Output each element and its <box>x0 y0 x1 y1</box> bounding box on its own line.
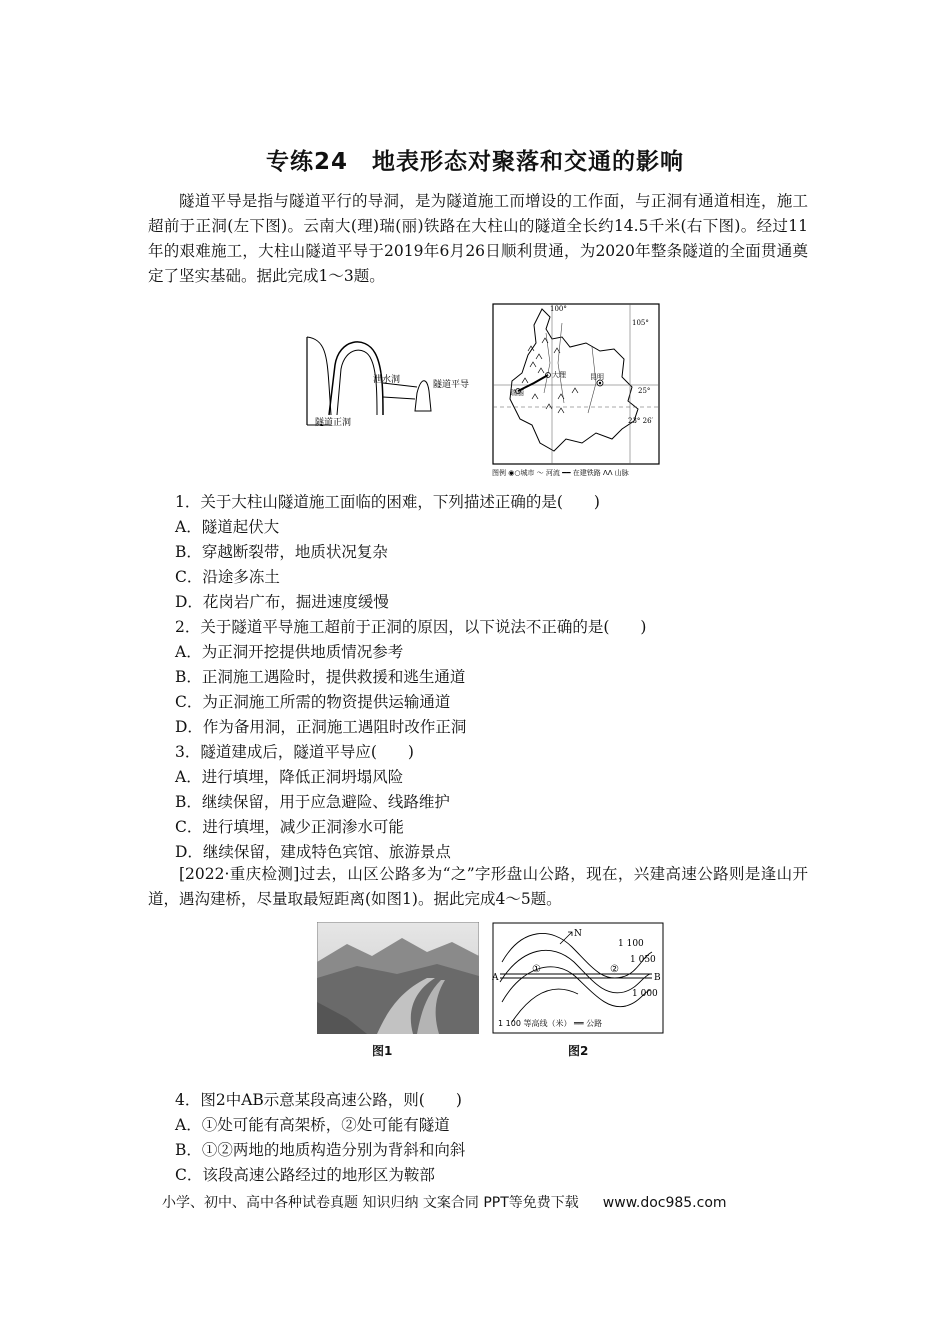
label-main-tunnel: 隧道正洞 <box>315 418 352 428</box>
lon-100: 100° <box>550 305 567 313</box>
yunnan-map <box>492 303 660 479</box>
option-line: B．①②两地的地质构造分别为背斜和向斜 <box>175 1141 466 1159</box>
option-line: A．隧道起伏大 <box>175 518 280 536</box>
question-block-1 <box>175 490 646 865</box>
question-line: 4．图2中AB示意某段高速公路，则( ) <box>175 1091 462 1109</box>
option-line: A．为正洞开挖提供地质情况参考 <box>175 643 404 661</box>
question-line: 3．隧道建成后，隧道平导应( ) <box>175 743 414 761</box>
option-line: C．进行填埋，减少正洞渗水可能 <box>175 818 404 836</box>
option-line: D．继续保留，建成特色宾馆、旅游景点 <box>175 843 451 861</box>
option-line: D．作为备用洞，正洞施工遇阻时改作正洞 <box>175 718 467 736</box>
option-line: B．穿越断裂带，地质状况复杂 <box>175 543 388 561</box>
city-kunming: 昆明 <box>590 373 604 381</box>
lat-tropic: 23° 26′ <box>628 417 654 425</box>
site-2: ② <box>610 964 619 975</box>
point-a: A <box>492 973 499 983</box>
option-line: C．为正洞施工所需的物资提供运输通道 <box>175 693 451 711</box>
page-footer <box>162 1192 727 1212</box>
footer-site-link[interactable]: www.doc985.com <box>602 1195 727 1211</box>
highway-photo <box>317 922 479 1034</box>
question-block-2 <box>175 1088 465 1188</box>
tunnel-diagram <box>305 325 485 435</box>
question-line: 2．关于隧道平导施工超前于正洞的原因，以下说法不正确的是( ) <box>175 618 647 636</box>
map-legend: 图例 ◉○城市 ～ 河流 ━━ 在建铁路 ᐱᐱ 山脉 <box>492 469 629 477</box>
label-parallel-tunnel: 隧道平导 <box>433 380 470 390</box>
intro-paragraph-2: [2022·重庆检测]过去，山区公路多为“之”字形盘山公路，现在，兴建高速公路则是逢山开道，遇沟建桥，尽量取最短距离(如图1)。据此完成4～5题。 <box>148 865 808 908</box>
figure-2-caption: 图2 <box>568 1044 589 1058</box>
label-drain-tunnel: 泄水洞 <box>373 375 401 385</box>
option-line: A．①处可能有高架桥，②处可能有隧道 <box>175 1116 450 1134</box>
lon-105: 105° <box>632 319 649 327</box>
question-line: 1．关于大柱山隧道施工面临的困难，下列描述正确的是( ) <box>175 493 600 511</box>
fig2-legend: 1 100 等高线（米） ══ 公路 <box>498 1019 603 1028</box>
city-ruili: 瑞丽 <box>510 389 524 397</box>
north-arrow-label: N <box>574 929 582 939</box>
lat-25: 25° <box>638 387 651 395</box>
site-1: ① <box>532 964 541 975</box>
option-line: D．花岗岩广布，掘进速度缓慢 <box>175 593 389 611</box>
city-dali: 大理 <box>552 371 566 379</box>
figure-1-caption: 图1 <box>372 1044 393 1058</box>
footer-text: 小学、初中、高中各种试卷真题 知识归纳 文案合同 PPT等免费下载 <box>162 1195 579 1211</box>
contour-1100: 1 100 <box>618 939 644 949</box>
option-line: B．正洞施工遇险时，提供救援和逃生通道 <box>175 668 466 686</box>
option-line: B．继续保留，用于应急避险、线路维护 <box>175 793 450 811</box>
intro-paragraph-1: 隧道平导是指与隧道平行的导洞，是为隧道施工而增设的工作面，与正洞有通道相连，施工超前于正洞(左下图)。云南大(理)瑞(丽)铁路在大柱山的隧道全长约14.5千米(右下图)。经过11年的艰难施工，大柱山隧道平导于2019年6月26日顺利贯通，为2020年整条隧道的全面贯通奠定了坚实基础。据此完成1～3题。 <box>148 192 808 285</box>
option-line: C．该段高速公路经过的地形区为鞍部 <box>175 1166 435 1184</box>
option-line: C．沿途多冻土 <box>175 568 280 586</box>
contour-1050: 1 050 <box>630 955 656 965</box>
option-line: A．进行填埋，降低正洞坍塌风险 <box>175 768 404 786</box>
contour-1000: 1 000 <box>632 989 658 999</box>
contour-map <box>492 922 664 1034</box>
page-title: 专练24 地表形态对聚落和交通的影响 <box>265 149 684 175</box>
point-b: B <box>654 973 661 983</box>
